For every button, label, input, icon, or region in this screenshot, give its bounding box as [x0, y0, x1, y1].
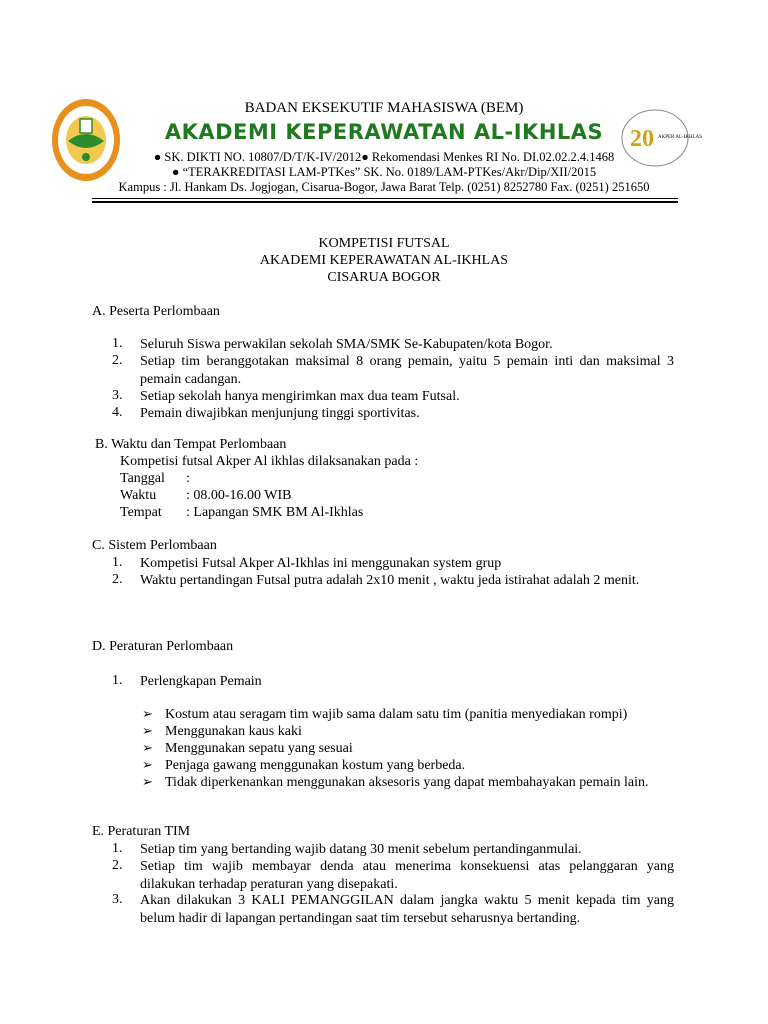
list-number: 1. — [112, 841, 123, 856]
schedule-value-date: : — [186, 471, 190, 486]
list-item: Setiap tim beranggotakan maksimal 8 orang pemain, yaitu 5 pemain inti dan maksimal 3 pemain cadangan. — [140, 354, 674, 387]
list-number: 2. — [112, 858, 123, 873]
section-e-heading: E. Peraturan TIM — [92, 824, 191, 839]
list-number: 1. — [112, 336, 123, 351]
schedule-label-date: Tanggal — [120, 471, 165, 486]
arrow-bullet-icon: ➢ — [142, 757, 153, 772]
list-number: 3. — [112, 388, 123, 403]
document-title-1: KOMPETISI FUTSAL — [318, 236, 450, 251]
list-number: 1. — [112, 555, 123, 570]
document-title-2: AKADEMI KEPERAWATAN AL-IKHLAS — [259, 253, 509, 268]
arrow-bullet-icon: ➢ — [142, 723, 153, 738]
arrow-bullet-icon: ➢ — [142, 740, 153, 755]
list-item: Kompetisi Futsal Akper Al-Ikhlas ini menggunakan system grup — [140, 556, 502, 571]
bullet-item: Tidak diperkenankan menggunakan aksesoris yang dapat membahayakan pemain lain. — [165, 775, 649, 790]
header-divider-bottom — [92, 201, 678, 203]
list-item: Seluruh Siswa perwakilan sekolah SMA/SMK Se-Kabupaten/kota Bogor. — [140, 337, 553, 352]
svg-text:AKPER AL-IKHLAS: AKPER AL-IKHLAS — [658, 135, 703, 140]
section-a-heading: A. Peserta Perlombaan — [92, 304, 220, 319]
schedule-value-place: : Lapangan SMK BM Al-Ikhlas — [186, 505, 364, 520]
header-address-line: Kampus : Jl. Hankam Ds. Jogjogan, Cisarua-Bogor, Jawa Barat Telp. (0251) 8252780 Fax. (0251) 251650 — [118, 180, 650, 194]
list-number: 2. — [112, 353, 123, 368]
header-divider-top — [92, 198, 678, 199]
organization-name: BADAN EKSEKUTIF MAHASISWA (BEM) — [244, 100, 524, 116]
header-accreditation-line: ● “TERAKREDITASI LAM-PTKes” SK. No. 0189/LAM-PTKes/Akr/Dip/XII/2015 — [171, 165, 597, 179]
schedule-label-time: Waktu — [120, 488, 157, 503]
list-number: 4. — [112, 405, 123, 420]
section-d-heading: D. Peraturan Perlombaan — [92, 639, 234, 654]
section-c-heading: C. Sistem Perlombaan — [92, 538, 217, 553]
list-item: Akan dilakukan 3 KALI PEMANGGILAN dalam jangka waktu 5 menit kepada tim yang belum hadir di lapangan pertandingan saat tim tersebut seharusnya bertanding. — [140, 893, 674, 926]
list-number: 3. — [112, 892, 123, 907]
arrow-bullet-icon: ➢ — [142, 706, 153, 721]
list-number: 1. — [112, 673, 123, 688]
bullet-item: Menggunakan kaus kaki — [165, 724, 302, 739]
bullet-item: Kostum atau seragam tim wajib sama dalam satu tim (panitia menyediakan rompi) — [165, 707, 628, 722]
list-number: 2. — [112, 572, 123, 587]
list-item: Pemain diwajibkan menjunjung tinggi sportivitas. — [140, 406, 420, 421]
section-b-heading: B. Waktu dan Tempat Perlombaan — [95, 437, 287, 452]
sub-heading: Perlengkapan Pemain — [140, 674, 262, 689]
bullet-item: Menggunakan sepatu yang sesuai — [165, 741, 353, 756]
section-b-intro: Kompetisi futsal Akper Al ikhlas dilaksanakan pada : — [120, 454, 419, 469]
bullet-item: Penjaga gawang menggunakan kostum yang berbeda. — [165, 758, 466, 773]
arrow-bullet-icon: ➢ — [142, 774, 153, 789]
schedule-value-time: : 08.00-16.00 WIB — [186, 488, 292, 503]
list-item: Waktu pertandingan Futsal putra adalah 2x10 menit , waktu jeda istirahat adalah 2 menit. — [140, 573, 640, 588]
header-sk-line: ● SK. DIKTI NO. 10807/D/T/K-IV/2012● Rekomendasi Menkes RI No. DI.02.02.2.4.1468 — [153, 150, 615, 164]
schedule-label-place: Tempat — [120, 505, 162, 520]
document-title-3: CISARUA BOGOR — [327, 270, 441, 285]
list-item: Setiap sekolah hanya mengirimkan max dua team Futsal. — [140, 389, 460, 404]
list-item: Setiap tim yang bertanding wajib datang 30 menit sebelum pertandinganmulai. — [140, 842, 582, 857]
svg-text:20: 20 — [630, 126, 654, 152]
institution-name: AKADEMI KEPERAWATAN AL-IKHLAS — [164, 120, 604, 144]
list-item: Setiap tim wajib membayar denda atau menerima konsekuensi atas pelanggaran yang dilakukan terhadap peraturan yang disepakati. — [140, 859, 674, 892]
